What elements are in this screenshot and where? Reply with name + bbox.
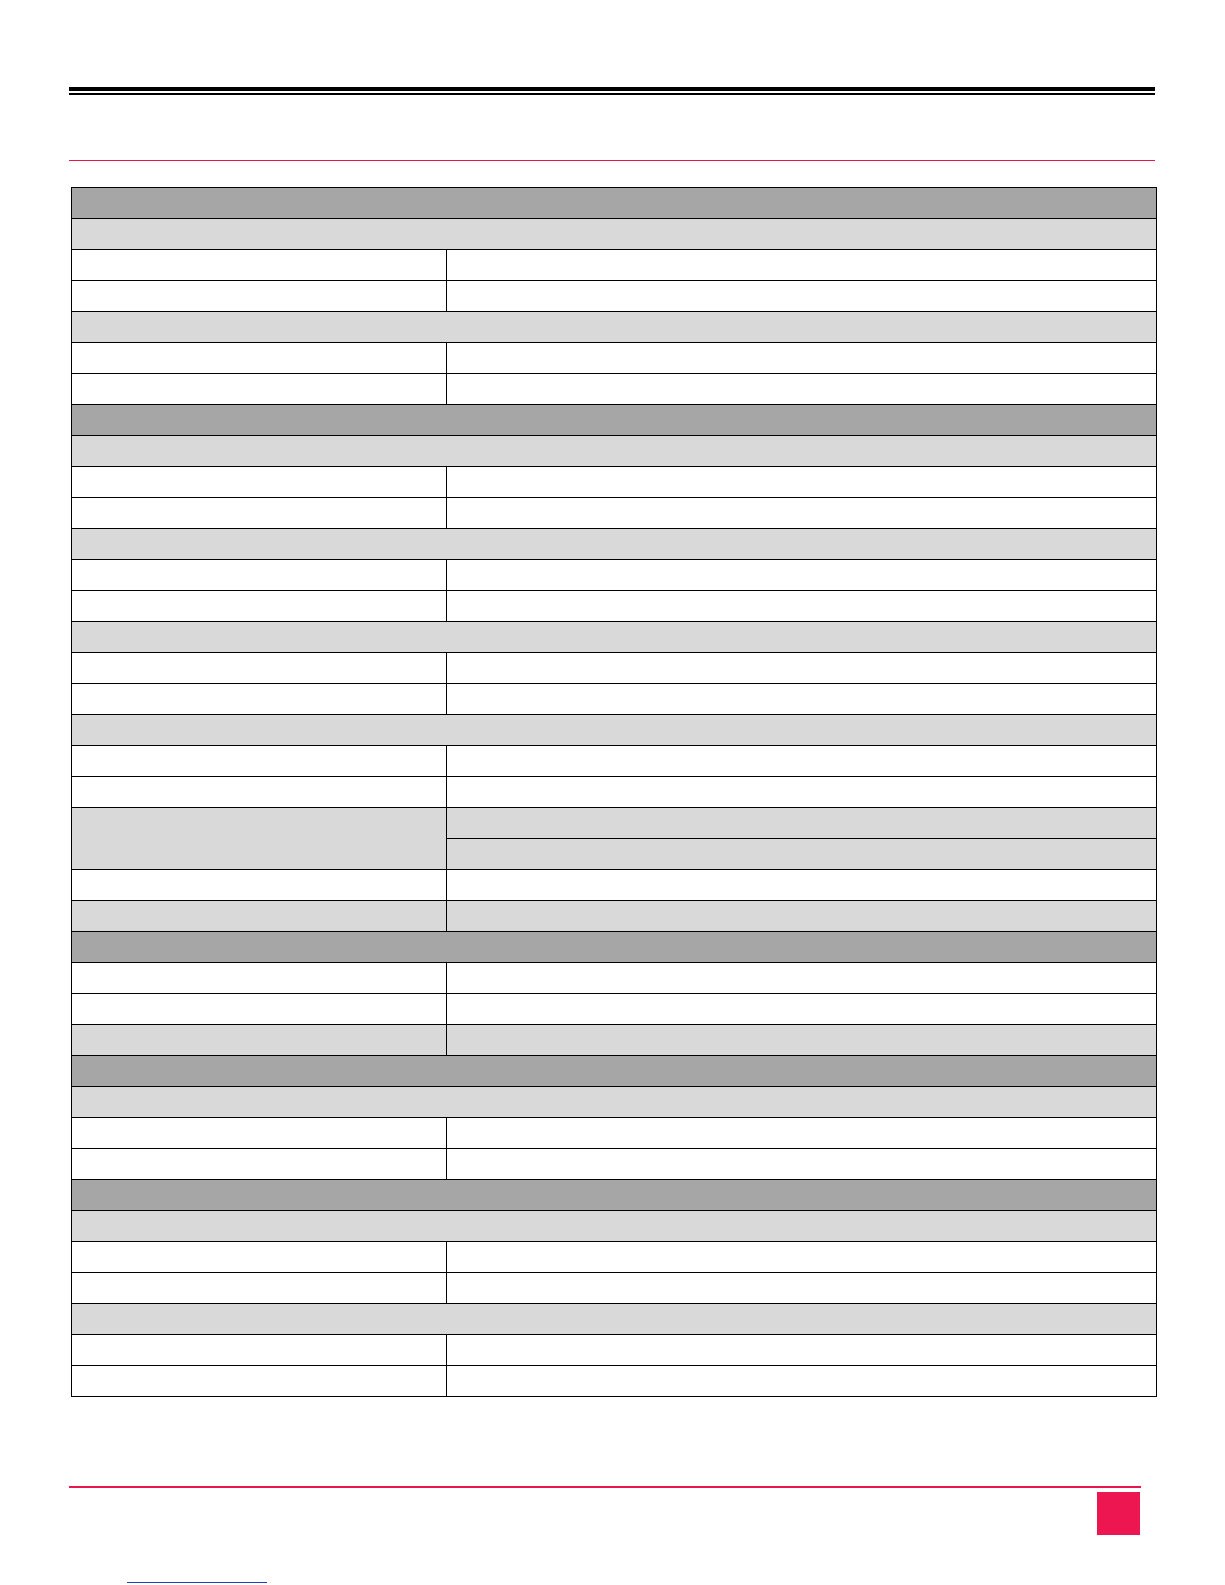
table-row xyxy=(72,1242,1157,1273)
table-row xyxy=(72,746,1157,777)
table-row xyxy=(72,1025,1157,1056)
row-label xyxy=(72,963,447,994)
table-row xyxy=(72,250,1157,281)
subsection-title xyxy=(72,1211,1157,1242)
subsection-header-row xyxy=(72,1211,1157,1242)
table-row xyxy=(72,684,1157,715)
row-value xyxy=(447,746,1157,777)
subsection-header-row xyxy=(72,715,1157,746)
row-value xyxy=(447,467,1157,498)
row-label xyxy=(72,777,447,808)
subsection-title xyxy=(72,715,1157,746)
table-row xyxy=(72,560,1157,591)
row-value xyxy=(447,1366,1157,1397)
table-row xyxy=(72,1273,1157,1304)
subsection-header-row xyxy=(72,219,1157,250)
row-label xyxy=(72,591,447,622)
row-value xyxy=(447,808,1157,839)
row-label xyxy=(72,467,447,498)
table-row xyxy=(72,1149,1157,1180)
row-label xyxy=(72,498,447,529)
subsection-title xyxy=(72,1087,1157,1118)
table-row xyxy=(72,1335,1157,1366)
row-value xyxy=(447,1273,1157,1304)
subsection-header-row xyxy=(72,529,1157,560)
table-row xyxy=(72,870,1157,901)
table-row xyxy=(72,281,1157,312)
row-label xyxy=(72,250,447,281)
row-label xyxy=(72,1025,447,1056)
row-label xyxy=(72,281,447,312)
table-row xyxy=(72,374,1157,405)
footer-link[interactable] xyxy=(127,1582,267,1583)
section-title xyxy=(72,1056,1157,1087)
table-row xyxy=(72,994,1157,1025)
row-value xyxy=(447,994,1157,1025)
table-row xyxy=(72,963,1157,994)
row-value xyxy=(447,1242,1157,1273)
table-row xyxy=(72,591,1157,622)
section-header-row xyxy=(72,1056,1157,1087)
row-label xyxy=(72,746,447,777)
row-value xyxy=(447,560,1157,591)
section-header-row xyxy=(72,188,1157,219)
subsection-title xyxy=(72,312,1157,343)
row-value xyxy=(447,281,1157,312)
row-value xyxy=(447,963,1157,994)
subsection-header-row xyxy=(72,436,1157,467)
row-label xyxy=(72,1242,447,1273)
page-number-badge xyxy=(1097,1492,1140,1535)
section-title xyxy=(72,188,1157,219)
table-row xyxy=(72,653,1157,684)
subsection-title xyxy=(72,436,1157,467)
row-value xyxy=(447,498,1157,529)
subsection-header-row xyxy=(72,1304,1157,1335)
row-value xyxy=(447,839,1157,870)
row-value xyxy=(447,777,1157,808)
row-value xyxy=(447,343,1157,374)
section-header-row xyxy=(72,932,1157,963)
subsection-title xyxy=(72,219,1157,250)
table-row xyxy=(72,901,1157,932)
table-row xyxy=(72,1366,1157,1397)
row-value xyxy=(447,591,1157,622)
table-row xyxy=(72,343,1157,374)
table-row xyxy=(72,1118,1157,1149)
section-title xyxy=(72,1180,1157,1211)
row-label xyxy=(72,1366,447,1397)
row-label xyxy=(72,870,447,901)
row-value xyxy=(447,870,1157,901)
row-label xyxy=(72,374,447,405)
row-value xyxy=(447,250,1157,281)
subsection-header-row xyxy=(72,312,1157,343)
row-value xyxy=(447,901,1157,932)
subsection-header-row xyxy=(72,622,1157,653)
header-rule-thick xyxy=(69,87,1155,91)
row-label xyxy=(72,1149,447,1180)
row-label xyxy=(72,808,447,870)
table-row xyxy=(72,777,1157,808)
row-value xyxy=(447,1118,1157,1149)
row-label xyxy=(72,653,447,684)
row-value xyxy=(447,1025,1157,1056)
row-label xyxy=(72,994,447,1025)
table-row xyxy=(72,808,1157,839)
table-row xyxy=(72,467,1157,498)
section-title xyxy=(72,405,1157,436)
row-value xyxy=(447,684,1157,715)
section-header-row xyxy=(72,1180,1157,1211)
row-label xyxy=(72,1273,447,1304)
header-rule-accent xyxy=(69,160,1155,161)
row-label xyxy=(72,684,447,715)
subsection-header-row xyxy=(72,1087,1157,1118)
subsection-title xyxy=(72,1304,1157,1335)
spec-table xyxy=(71,187,1157,1397)
subsection-title xyxy=(72,529,1157,560)
row-label xyxy=(72,560,447,591)
row-value xyxy=(447,653,1157,684)
spec-table-body xyxy=(72,188,1157,1397)
row-label xyxy=(72,1118,447,1149)
row-label xyxy=(72,1335,447,1366)
footer-rule xyxy=(69,1486,1141,1488)
row-label xyxy=(72,343,447,374)
row-value xyxy=(447,1335,1157,1366)
subsection-title xyxy=(72,622,1157,653)
header-rule-thin xyxy=(69,93,1155,95)
row-value xyxy=(447,1149,1157,1180)
row-label xyxy=(72,901,447,932)
row-value xyxy=(447,374,1157,405)
table-row xyxy=(72,498,1157,529)
section-header-row xyxy=(72,405,1157,436)
section-title xyxy=(72,932,1157,963)
